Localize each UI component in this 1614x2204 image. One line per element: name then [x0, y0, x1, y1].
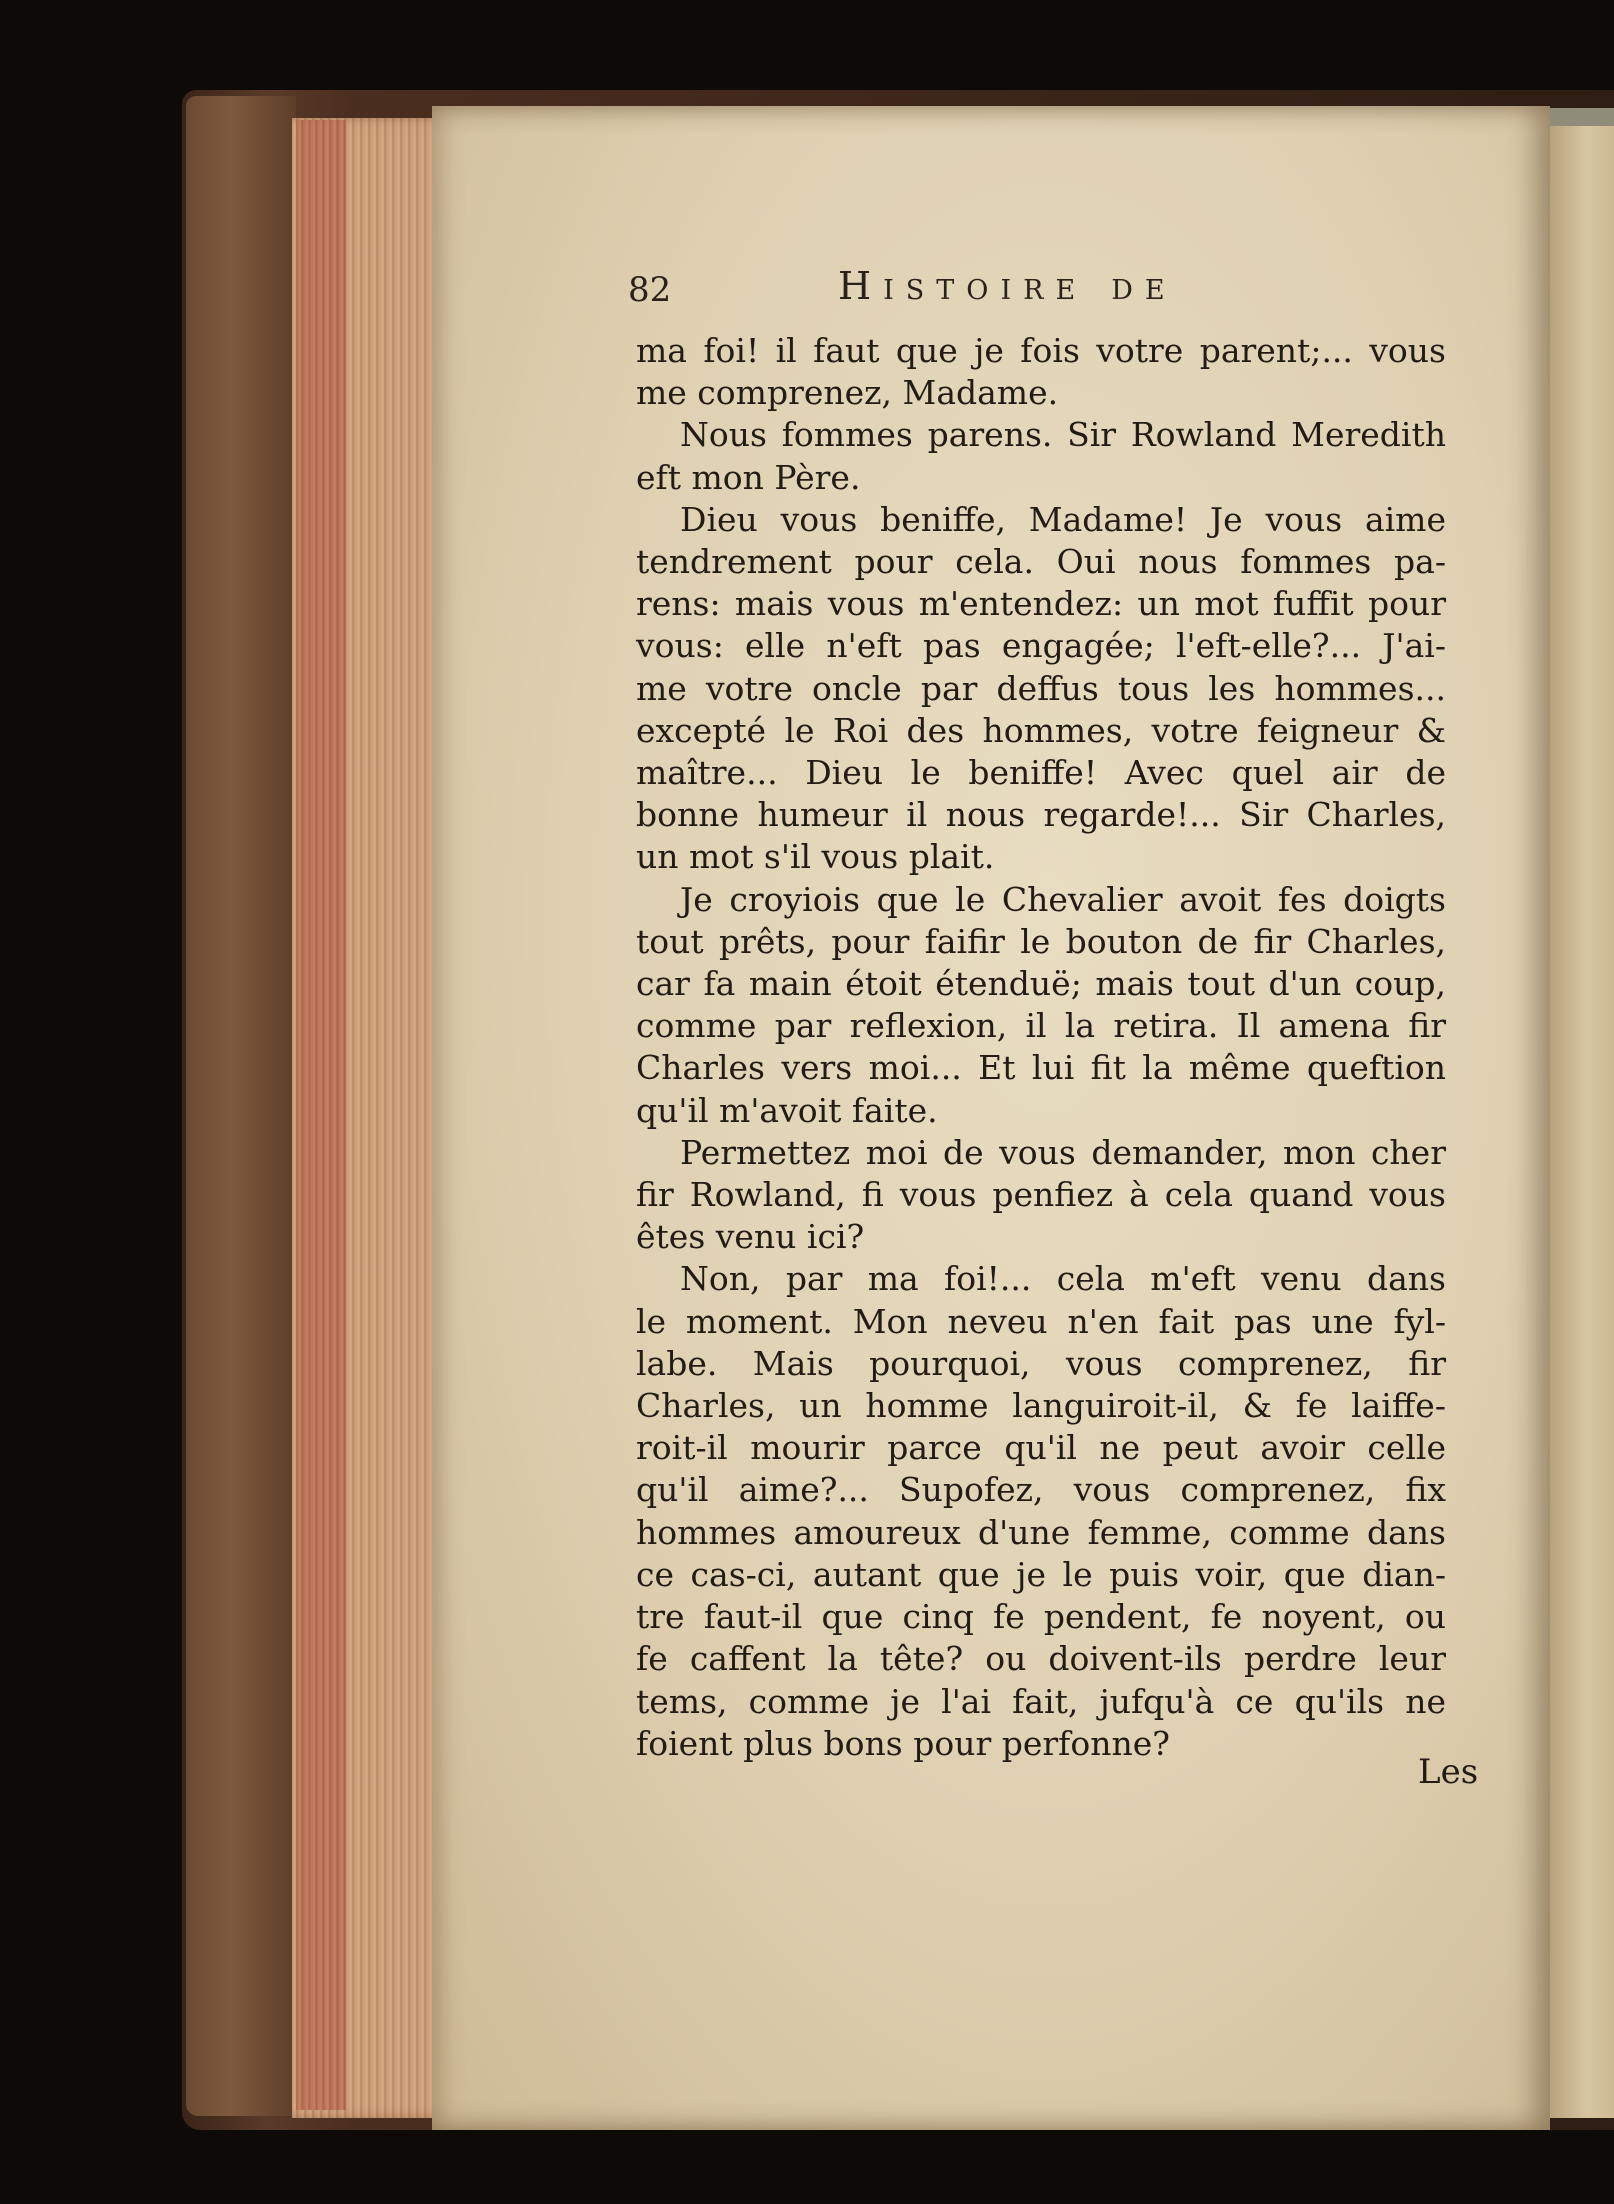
text-line: fir Rowland, fi vous penfiez à cela quand vous	[636, 1175, 1446, 1215]
text-line: Charles, un homme languiroit-il, & fe laiffe-	[636, 1386, 1446, 1426]
text-line: ma foi! il faut que je fois votre parent;... vous	[636, 331, 1446, 370]
text-line: ce cas-ci, autant que je le puis voir, que dian-	[636, 1554, 1446, 1594]
text-line: qu'il aime?... Supofez, vous comprenez, fix	[636, 1470, 1446, 1510]
text-line: êtes venu ici?	[636, 1217, 865, 1257]
text-line: roit-il mourir parce qu'il ne peut avoir celle	[636, 1428, 1446, 1468]
text-line: fe caffent la tête? ou doivent-ils perdre leur	[636, 1639, 1446, 1679]
text-line: Nous fommes parens. Sir Rowland Meredith	[680, 415, 1446, 455]
text-line: car fa main étoit étenduë; mais tout d'un coup,	[636, 964, 1446, 1004]
catchword: Les	[1418, 1752, 1479, 1792]
text-line: vous: elle n'eft pas engagée; l'eft-elle?... J'ai-	[636, 626, 1446, 666]
text-line: tems, comme je l'ai fait, jufqu'à ce qu'ils ne	[636, 1681, 1446, 1721]
text-line: comme par reflexion, il la retira. Il amena fir	[636, 1006, 1446, 1046]
text-line: eft mon Père.	[636, 457, 861, 497]
text-line: maître... Dieu le beniffe! Avec quel air de	[636, 753, 1446, 793]
cover-spine-edge	[186, 96, 296, 2116]
running-head: Histoire de	[838, 264, 1177, 308]
facing-page-top-band	[1540, 108, 1614, 126]
text-line: hommes amoureux d'une femme, comme dans	[636, 1512, 1446, 1552]
text-line: le moment. Mon neveu n'en fait pas une fyl-	[636, 1301, 1446, 1341]
text-line: qu'il m'avoit faite.	[636, 1090, 938, 1130]
text-line: me votre oncle par deffus tous les hommes...	[636, 668, 1446, 708]
text-line: Non, par ma foi!... cela m'eft venu dans	[680, 1259, 1446, 1299]
text-line: tout prêts, pour faifir le bouton de fir Charles,	[636, 921, 1446, 961]
text-line: tendrement pour cela. Oui nous fommes pa-	[636, 542, 1446, 582]
text-line: foient plus bons pour perfonne?	[636, 1723, 1170, 1763]
facing-page-edge	[1548, 118, 1614, 2118]
text-line: Charles vers moi... Et lui fit la même queftion	[636, 1048, 1446, 1088]
text-line: labe. Mais pourquoi, vous comprenez, fir	[636, 1343, 1446, 1383]
body-text	[636, 330, 1446, 1765]
text-line: Dieu vous beniffe, Madame! Je vous aime	[680, 499, 1446, 539]
text-line: un mot s'il vous plait.	[636, 837, 995, 877]
text-line: me comprenez, Madame.	[636, 373, 1059, 413]
red-sprinkled-edge	[296, 120, 346, 2110]
text-line: excepté le Roi des hommes, votre feigneur &	[636, 710, 1446, 750]
page-header	[628, 264, 1470, 318]
text-line: tre faut-il que cinq fe pendent, fe noyent, ou	[636, 1597, 1446, 1637]
text-line: Permettez moi de vous demander, mon cher	[680, 1132, 1446, 1172]
page-number: 82	[628, 270, 672, 310]
text-line: Je croyiois que le Chevalier avoit fes doigts	[680, 879, 1446, 919]
text-line: bonne humeur il nous regarde!... Sir Charles,	[636, 795, 1446, 835]
text-line: rens: mais vous m'entendez: un mot fuffit pour	[636, 584, 1446, 624]
